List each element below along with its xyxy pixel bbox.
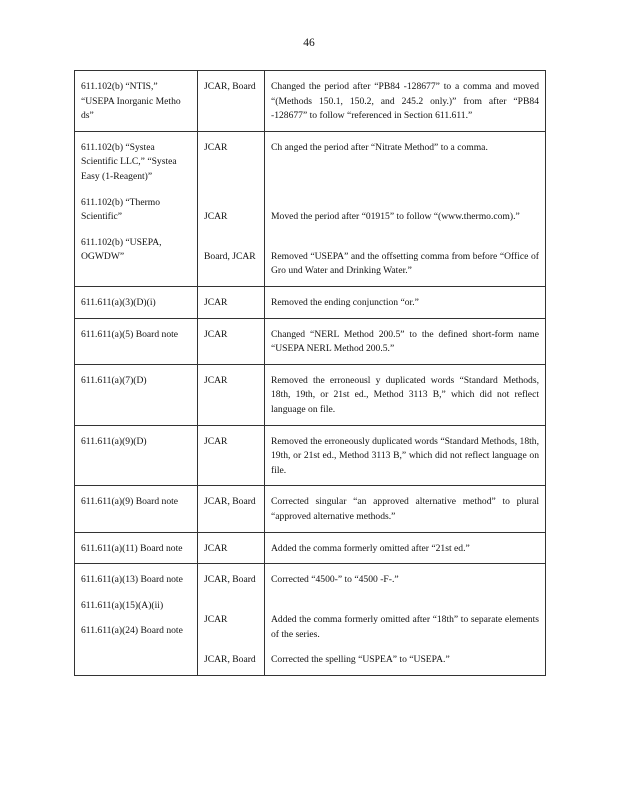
description-text: Corrected “4500-” to “4500 -F-.”: [271, 574, 399, 586]
table-row: [75, 318, 546, 364]
source-text: Board, JCAR: [204, 250, 256, 262]
source-text: JCAR: [204, 614, 228, 626]
source-cell: [198, 486, 265, 532]
description-text: Removed “USEPA” and the offsetting comma from before “Office of Gro und Water and Drinking Water.”: [271, 250, 539, 277]
source-cell: [198, 364, 265, 425]
source-text: JCAR, Board: [204, 574, 256, 586]
description-cell: [265, 318, 546, 364]
section-cell: [75, 425, 198, 486]
section-text: 611.611(a)(9)(D): [81, 435, 147, 447]
description-cell: [265, 71, 546, 132]
description-text: Moved the period after “01915” to follow “(www.thermo.com).”: [271, 210, 520, 222]
source-cell: [198, 564, 265, 676]
description-cell: [265, 564, 546, 676]
description-text: Changed “NERL Method 200.5” to the defined short-form name “USEPA NERL Method 200.5.”: [271, 328, 539, 355]
description-cell: [265, 532, 546, 564]
description-cell: [265, 131, 546, 286]
source-text: JCAR: [204, 210, 228, 222]
description-text: Ch anged the period after “Nitrate Method” to a comma.: [271, 141, 488, 153]
changes-table: [74, 70, 546, 676]
table-row: [75, 564, 546, 676]
description-text: Added the comma formerly omitted after “21st ed.”: [271, 542, 470, 554]
table-row: [75, 532, 546, 564]
table-row: [75, 71, 546, 132]
description-cell: [265, 486, 546, 532]
source-text: JCAR: [204, 296, 228, 308]
section-text: 611.611(a)(13) Board note: [81, 574, 183, 586]
source-text: JCAR, Board: [204, 81, 256, 92]
source-text: JCAR: [204, 328, 228, 340]
source-cell: [198, 425, 265, 486]
description-cell: [265, 286, 546, 318]
description-cell: [265, 364, 546, 425]
section-text: 611.611(a)(9) Board note: [81, 496, 179, 508]
section-cell: [75, 364, 198, 425]
table-row: [75, 425, 546, 486]
source-text: JCAR: [204, 542, 228, 554]
source-cell: [198, 286, 265, 318]
section-text: 611.102(b) “Thermo Scientific”: [81, 196, 161, 223]
section-text: 611.611(a)(11) Board note: [81, 542, 183, 554]
description-text: Changed the period after “PB84 -128677” to a comma and moved “(Methods 150.1, 150.2, and 245.2 only.)” from after “PB84 -128677” to follow “referenced in Section 611.611.”: [271, 81, 539, 122]
source-text: JCAR: [204, 141, 228, 153]
section-text: 611.102(b) “NTIS,” “USEPA Inorganic Metho ds”: [81, 81, 181, 122]
section-cell: [75, 131, 198, 286]
description-text: Corrected singular “an approved alternative method” to plural “approved alternative methods.”: [271, 496, 539, 522]
section-cell: [75, 564, 198, 676]
source-cell: [198, 318, 265, 364]
source-cell: [198, 532, 265, 564]
source-text: JCAR: [204, 374, 228, 386]
source-cell: [198, 131, 265, 286]
source-text: JCAR: [204, 435, 228, 447]
section-text: 611.102(b) “USEPA, OGWDW”: [81, 236, 162, 263]
description-text: Removed the ending conjunction “or.”: [271, 296, 419, 308]
source-text: JCAR, Board: [204, 496, 256, 508]
source-cell: [198, 71, 265, 132]
description-text: Removed the erroneously duplicated words “Standard Methods, 18th, 19th, or 21st ed., Method 3113 B,” which did not reflect language on file.: [271, 435, 539, 476]
section-text: 611.611(a)(15)(A)(ii): [81, 599, 164, 611]
section-text: 611.611(a)(3)(D)(i): [81, 296, 156, 308]
description-text: Corrected the spelling “USPEA” to “USEPA.”: [271, 654, 450, 666]
page-number: 46: [303, 37, 315, 49]
source-text: JCAR, Board: [204, 654, 256, 666]
section-text: 611.611(a)(7)(D): [81, 374, 147, 386]
section-text: 611.611(a)(24) Board note: [81, 625, 183, 637]
section-cell: [75, 286, 198, 318]
section-cell: [75, 318, 198, 364]
section-text: 611.102(b) “Systea Scientific LLC,” “Systea Easy (1-Reagent)”: [81, 141, 177, 182]
table-row: [75, 486, 546, 532]
table-row: [75, 131, 546, 286]
section-cell: [75, 486, 198, 532]
description-text: Added the comma formerly omitted after “18th” to separate elements of the series.: [271, 614, 539, 640]
section-text: 611.611(a)(5) Board note: [81, 328, 179, 340]
description-cell: [265, 425, 546, 486]
table-row: [75, 364, 546, 425]
description-text: Removed the erroneousl y duplicated words “Standard Methods, 18th, 19th, or 21st ed., Method 3113 B,” which did not reflect language on file.: [271, 374, 539, 415]
section-cell: [75, 532, 198, 564]
table-row: [75, 286, 546, 318]
section-cell: [75, 71, 198, 132]
